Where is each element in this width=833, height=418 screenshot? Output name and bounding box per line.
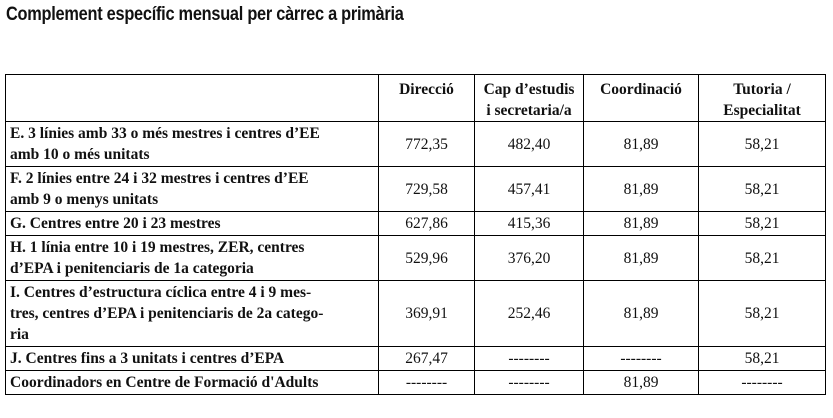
cell-tutoria: 58,21 [699,167,826,212]
table-row [6,371,826,395]
cell-cap-estudis: 415,36 [475,212,584,236]
row-description [6,347,379,371]
page-title: Complement específic mensual per càrrec a primària [6,4,404,25]
row-description [6,212,379,236]
row-description [6,281,379,347]
cell-coordinacio: 81,89 [584,236,699,281]
header-direccio [379,75,475,122]
row-description [6,236,379,281]
header-description [6,75,379,122]
cell-coordinacio: 81,89 [584,122,699,167]
cell-direccio: -------- [379,371,475,395]
cell-direccio: 729,58 [379,167,475,212]
header-cap-line1: Cap d’estudis [483,81,575,98]
row-description-line: J. Centres fins a 3 unitats i centres d’EPA [10,350,285,367]
cell-coordinacio: -------- [584,347,699,371]
cell-cap-estudis: -------- [475,347,584,371]
cell-cap-estudis: 482,40 [475,122,584,167]
row-description-line: tres, centres d’EPA i penitenciaris de 2a catego- [10,305,324,322]
row-description [6,122,379,167]
header-tutoria-line1: Tutoria / [733,81,791,98]
cell-coordinacio: 81,89 [584,371,699,395]
header-direccio-label: Direcció [399,81,454,98]
header-tutoria [699,75,826,122]
cell-cap-estudis: 457,41 [475,167,584,212]
row-description-line: H. 1 línia entre 10 i 19 mestres, ZER, centres [10,239,305,256]
row-description-line: d’EPA i penitenciaris de 1a categoria [10,260,254,277]
header-cap-line2: i secretaria/a [486,102,572,119]
row-description [6,371,379,395]
cell-coordinacio: 81,89 [584,281,699,347]
cell-direccio: 529,96 [379,236,475,281]
row-description-line: amb 9 o menys unitats [10,191,159,208]
row-description [6,167,379,212]
cell-cap-estudis: -------- [475,371,584,395]
cell-tutoria: -------- [699,371,826,395]
table-row [6,236,826,281]
cell-direccio: 772,35 [379,122,475,167]
row-description-line: G. Centres entre 20 i 23 mestres [10,215,221,232]
row-description-line: Coordinadors en Centre de Formació d'Adults [10,374,319,391]
row-description-line: amb 10 o més unitats [10,146,150,163]
table-row [6,122,826,167]
cell-tutoria: 58,21 [699,212,826,236]
cell-cap-estudis: 252,46 [475,281,584,347]
cell-tutoria: 58,21 [699,236,826,281]
cell-direccio: 267,47 [379,347,475,371]
header-cap-estudis [475,75,584,122]
table-row [6,212,826,236]
cell-cap-estudis: 376,20 [475,236,584,281]
row-description-line: I. Centres d’estructura cíclica entre 4 i 9 mes- [10,284,312,301]
header-coordinacio [584,75,699,122]
cell-tutoria: 58,21 [699,281,826,347]
header-tutoria-line2: Especialitat [723,102,801,119]
cell-coordinacio: 81,89 [584,167,699,212]
cell-direccio: 369,91 [379,281,475,347]
header-coordinacio-label: Coordinació [600,81,682,98]
table-row [6,281,826,347]
table-body [6,122,826,395]
cell-tutoria: 58,21 [699,122,826,167]
row-description-line: ria [10,326,29,343]
allowance-table [5,74,826,395]
cell-direccio: 627,86 [379,212,475,236]
row-description-line: F. 2 línies entre 24 i 32 mestres i centres d’EE [10,170,309,187]
cell-coordinacio: 81,89 [584,212,699,236]
table-row [6,167,826,212]
table-row [6,347,826,371]
cell-tutoria: 58,21 [699,347,826,371]
table-header-row [6,75,826,122]
row-description-line: E. 3 línies amb 33 o més mestres i centres d’EE [10,125,320,142]
